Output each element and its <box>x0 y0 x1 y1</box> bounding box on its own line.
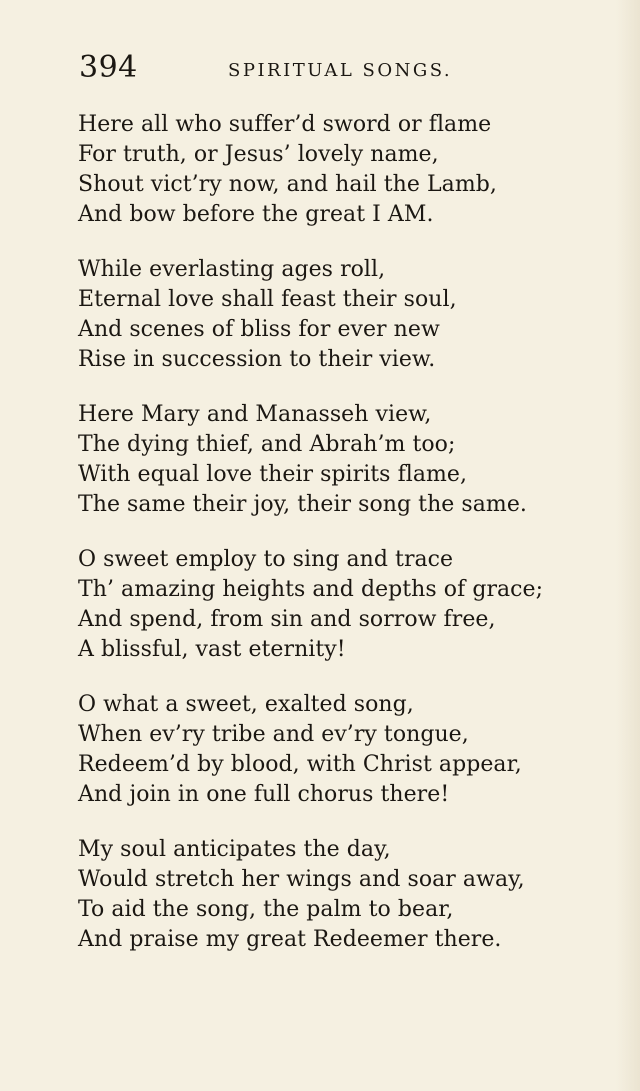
stanza-2-line-1: While everlasting ages roll, <box>78 257 386 282</box>
stanza-6-line-1: My soul anticipates the day, <box>78 837 391 862</box>
stanza-4-line-1: O sweet employ to sing and trace <box>78 547 454 572</box>
stanza-2 <box>78 255 634 375</box>
stanza-3-line-1: Here Mary and Manasseh view, <box>78 402 432 427</box>
stanza-3-line-4: The same their joy, their song the same. <box>78 492 527 517</box>
stanza-1 <box>78 110 634 230</box>
stanza-5-line-1: O what a sweet, exalted song, <box>78 692 414 717</box>
stanza-1-line-1: Here all who suffer’d sword or flame <box>78 112 492 137</box>
stanza-4 <box>78 545 634 665</box>
page-number: 394 <box>79 50 138 85</box>
stanza-1-line-4: And bow before the great I AM. <box>78 202 434 227</box>
poem <box>78 110 634 980</box>
stanza-4-line-4: A blissful, vast eternity! <box>78 637 346 662</box>
stanza-6-line-2: Would stretch her wings and soar away, <box>78 867 525 892</box>
stanza-3-line-3: With equal love their spirits flame, <box>78 462 468 487</box>
stanza-6-line-3: To aid the song, the palm to bear, <box>78 897 454 922</box>
stanza-2-line-3: And scenes of bliss for ever new <box>78 317 440 342</box>
stanza-5 <box>78 690 634 810</box>
stanza-4-line-2: Th’ amazing heights and depths of grace; <box>78 577 544 602</box>
stanza-5-line-2: When ev’ry tribe and ev’ry tongue, <box>78 722 469 747</box>
running-head: SPIRITUAL SONGS. <box>228 60 453 81</box>
stanza-1-line-3: Shout vict’ry now, and hail the Lamb, <box>78 172 497 197</box>
stanza-5-line-4: And join in one full chorus there! <box>78 782 450 807</box>
stanza-2-line-4: Rise in succession to their view. <box>78 347 436 372</box>
stanza-6-line-4: And praise my great Redeemer there. <box>78 927 502 952</box>
stanza-3 <box>78 400 634 520</box>
stanza-1-line-2: For truth, or Jesus’ lovely name, <box>78 142 439 167</box>
stanza-2-line-2: Eternal love shall feast their soul, <box>78 287 457 312</box>
stanza-3-line-2: The dying thief, and Abrah’m too; <box>78 432 456 457</box>
stanza-5-line-3: Redeem’d by blood, with Christ appear, <box>78 752 522 777</box>
stanza-6 <box>78 835 634 955</box>
stanza-4-line-3: And spend, from sin and sorrow free, <box>78 607 496 632</box>
